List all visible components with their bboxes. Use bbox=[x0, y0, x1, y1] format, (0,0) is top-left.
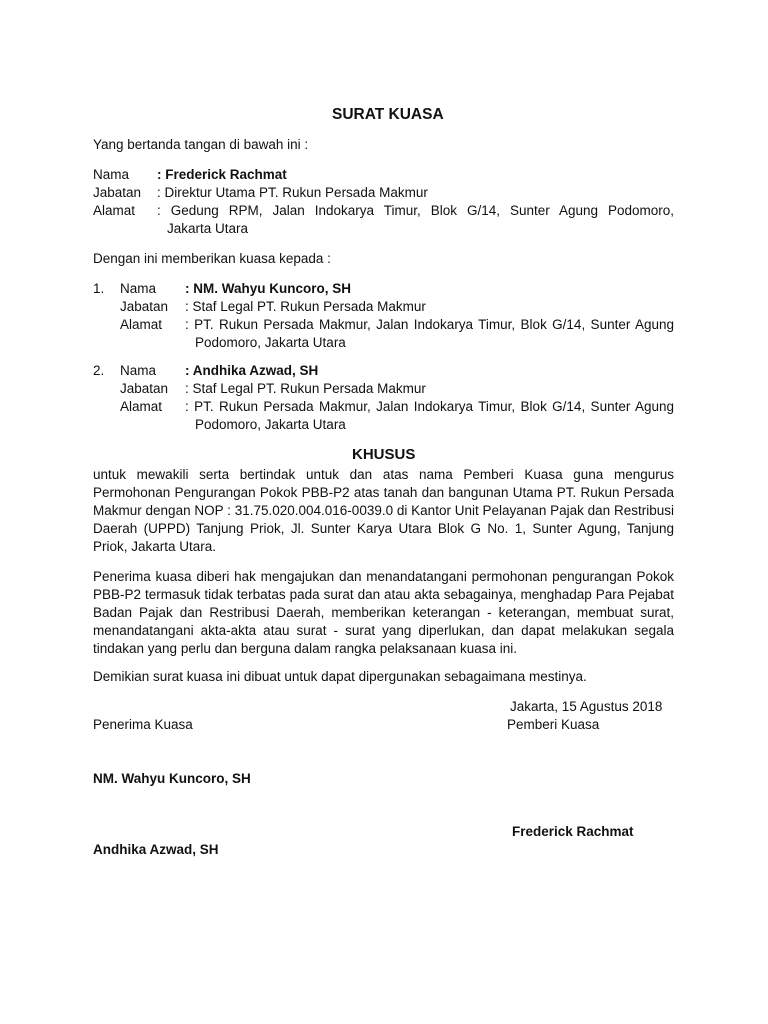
grantor-name-value: : Frederick Rachmat bbox=[157, 167, 287, 182]
grantor-name-label: Nama bbox=[93, 167, 130, 182]
letter-title: SURAT KUASA bbox=[332, 106, 444, 123]
grantor-address-label: Alamat bbox=[93, 203, 136, 218]
grantee-1-position-label: Jabatan bbox=[120, 299, 169, 314]
giver-signature: Frederick Rachmat bbox=[512, 824, 634, 839]
grantor-address-line2: Jakarta Utara bbox=[167, 221, 249, 236]
grantee-2-position-label: Jabatan bbox=[120, 381, 169, 396]
receiver-signature-1: NM. Wahyu Kuncoro, SH bbox=[93, 771, 251, 786]
grantee-1-address-line1: : PT. Rukun Persada Makmur, Jalan Indokarya Timur, Blok G/14, Sunter Agung bbox=[185, 317, 674, 332]
grantee-2-name-value: : Andhika Azwad, SH bbox=[185, 363, 319, 378]
grantee-2-address-line1: : PT. Rukun Persada Makmur, Jalan Indokarya Timur, Blok G/14, Sunter Agung bbox=[185, 399, 674, 414]
grantor-position-value: : Direktur Utama PT. Rukun Persada Makmur bbox=[157, 185, 428, 200]
paragraph-authority: Penerima kuasa diberi hak mengajukan dan menandatangani permohonan pengurangan Pokok PBB-P2 termasuk tidak terbatas pada surat dan atau akta sebagainya, menghadap Para Pejabat Badan Pajak dan Restribusi Daerah, memberikan keterangan - keterangan, membuat surat, menandatangani akta-akta atau surat - surat yang diperlukan, dan dapat melakukan segala tindakan yang perlu dan berguna dalam rangka pelaksanaan kuasa ini. bbox=[93, 569, 674, 656]
grant-intro-text: Dengan ini memberikan kuasa kepada : bbox=[93, 251, 331, 266]
grantee-1-address-line2: Podomoro, Jakarta Utara bbox=[195, 335, 346, 350]
receiver-label: Penerima Kuasa bbox=[93, 717, 193, 732]
grantee-2-position-value: : Staf Legal PT. Rukun Persada Makmur bbox=[185, 381, 426, 396]
closing-text: Demikian surat kuasa ini dibuat untuk dapat dipergunakan sebagaimana mestinya. bbox=[93, 669, 587, 684]
grantor-address-value bbox=[157, 202, 674, 238]
grantee-2-address-label: Alamat bbox=[120, 399, 163, 414]
grantee-2-number: 2. bbox=[93, 363, 105, 378]
special-heading: KHUSUS bbox=[352, 446, 416, 463]
grantor-position-label: Jabatan bbox=[93, 185, 142, 200]
intro-text: Yang bertanda tangan di bawah ini : bbox=[93, 137, 309, 152]
grantor-address-line1: : Gedung RPM, Jalan Indokarya Timur, Blok G/14, Sunter Agung Podomoro, bbox=[157, 203, 674, 218]
grantee-1-address-label: Alamat bbox=[120, 317, 163, 332]
grantee-1-name-label: Nama bbox=[120, 281, 157, 296]
grantee-2-address-value bbox=[185, 398, 674, 434]
grantee-1-address-value bbox=[185, 316, 674, 352]
receiver-signature-2: Andhika Azwad, SH bbox=[93, 842, 219, 857]
place-date: Jakarta, 15 Agustus 2018 bbox=[510, 699, 663, 714]
grantee-2-address-line2: Podomoro, Jakarta Utara bbox=[195, 417, 346, 432]
giver-label: Pemberi Kuasa bbox=[507, 717, 600, 732]
paragraph-purpose: untuk mewakili serta bertindak untuk dan atas nama Pemberi Kuasa guna mengurus Permohonan Pengurangan Pokok PBB-P2 atas tanah dan bangunan Utama PT. Rukun Persada Makmur dengan NOP : 31.75.020.004.016-0039.0 di Kantor Unit Pelayanan Pajak dan Restribusi Daerah (UPPD) Tanjung Priok, Jl. Sunter Karya Utara Blok G No. 1, Sunter Agung, Tanjung Priok, Jakarta Utara. bbox=[93, 467, 674, 554]
grantee-1-name-value: : NM. Wahyu Kuncoro, SH bbox=[185, 281, 351, 296]
grantee-1-number: 1. bbox=[93, 281, 105, 296]
grantee-2-name-label: Nama bbox=[120, 363, 157, 378]
grantee-1-position-value: : Staf Legal PT. Rukun Persada Makmur bbox=[185, 299, 426, 314]
